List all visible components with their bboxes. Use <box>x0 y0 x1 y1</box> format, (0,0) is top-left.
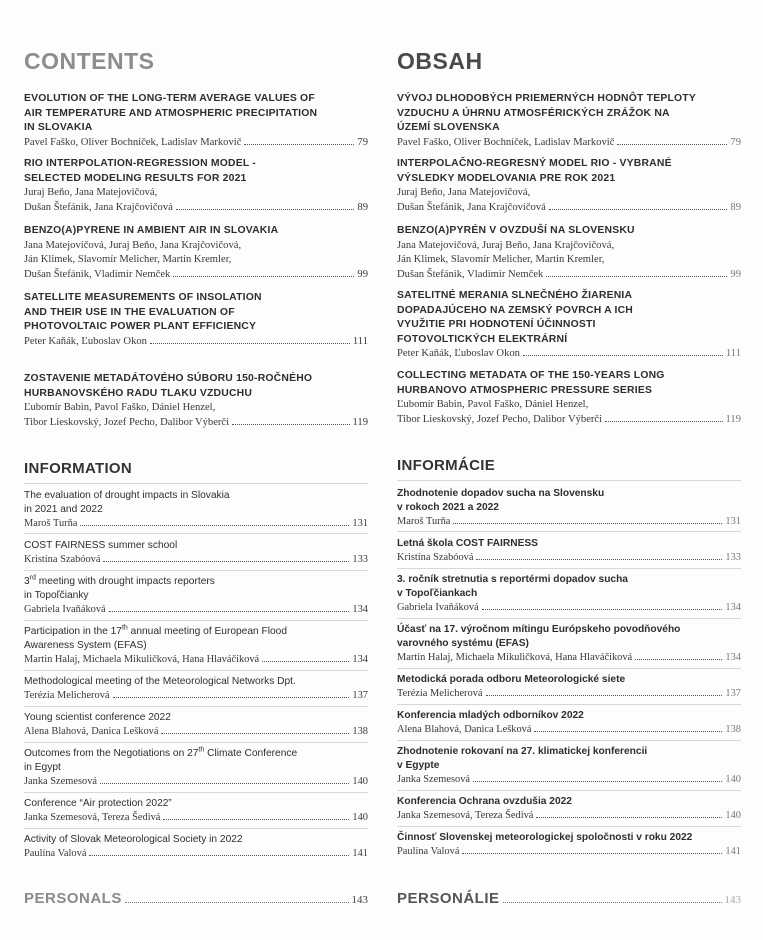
info-entry[interactable] <box>24 539 368 567</box>
info-entry-page: 138 <box>725 724 741 735</box>
personals-entry[interactable] <box>24 890 368 907</box>
info-entry-title: Participation in the 17 <box>24 626 122 637</box>
info-entry-page: 137 <box>725 688 741 699</box>
info-entry-title: Zhodnotenie rokovaní na 27. klimatickej konferencii <box>397 746 648 757</box>
info-entry-author: Maroš Turňa <box>397 516 451 527</box>
toc-entry-page: 79 <box>357 136 368 148</box>
contents-column-en <box>24 0 368 940</box>
info-entry-page: 134 <box>352 654 368 665</box>
toc-entry[interactable] <box>397 369 741 427</box>
info-entry-page: 133 <box>352 554 368 565</box>
info-entry-author: Alena Blahová, Danica Lešková <box>397 724 532 735</box>
toc-entry-title: RIO INTERPOLATION-REGRESSION MODEL - SELECTED MODELING RESULTS FOR 2021 <box>24 158 256 184</box>
info-entry-title: annual meeting of European Flood <box>130 626 287 637</box>
info-entry[interactable] <box>24 625 368 667</box>
personals-page: 143 <box>724 894 741 906</box>
personals-page: 143 <box>351 894 368 906</box>
leader-dots <box>103 561 349 562</box>
info-entry-author: Kristína Szabóová <box>24 554 101 565</box>
info-entry-title: Climate Conference <box>207 748 298 759</box>
toc-entry-authors: Ján Klimek, Slavomír Melicher, Martin Kremler, <box>24 254 232 266</box>
entry-divider <box>397 531 741 532</box>
entry-divider <box>24 742 368 743</box>
personals-label: PERSONALS <box>24 890 122 907</box>
toc-entry-title: EVOLUTION OF THE LONG-TERM AVERAGE VALUES OF AIR TEMPERATURE AND ATMOSPHERIC PRECIPITATION IN SLOVAKIA <box>24 93 318 134</box>
info-entry-author: Janka Szemesová, Tereza Šedivá <box>397 810 534 821</box>
entry-divider <box>24 620 368 621</box>
info-entry-author: Alena Blahová, Danica Lešková <box>24 726 159 737</box>
toc-entry-page: 111 <box>725 348 741 360</box>
info-entry-author: Janka Szemesová, Tereza Šedivá <box>24 812 161 823</box>
information-heading: INFORMATION <box>24 460 133 477</box>
entry-divider <box>24 570 368 571</box>
entry-divider <box>24 828 368 829</box>
info-entry-title: Outcomes from the Negotiations on 27 <box>24 748 199 759</box>
leader-dots <box>486 695 723 696</box>
leader-dots <box>476 559 722 560</box>
entry-divider <box>397 618 741 619</box>
toc-entry[interactable] <box>24 157 368 215</box>
info-entry-title: The evaluation of drought impacts in Slovakia <box>24 490 230 501</box>
personals-label: PERSONÁLIE <box>397 890 500 907</box>
info-entry-author: Terézia Melicherová <box>24 690 110 701</box>
toc-entry-page: 119 <box>725 413 741 425</box>
info-entry-title: v Egypte <box>397 760 440 771</box>
info-entry[interactable] <box>24 489 368 531</box>
leader-dots <box>109 611 350 612</box>
info-entry-title: Konferencia Ochrana ovzdušia 2022 <box>397 796 572 807</box>
info-entry-title: Awareness System (EFAS) <box>24 640 147 651</box>
toc-entry[interactable] <box>24 224 368 282</box>
ordinal-suffix: th <box>198 746 205 754</box>
toc-entry[interactable] <box>24 291 368 349</box>
toc-entry-authors: Jana Matejovičová, Juraj Beňo, Jana Krajčovičová, <box>24 239 242 251</box>
info-entry-title: varovného systému (EFAS) <box>397 638 529 649</box>
entry-divider <box>24 670 368 671</box>
leader-dots <box>534 731 722 732</box>
toc-entry[interactable] <box>397 157 741 215</box>
info-entry-page: 138 <box>352 726 368 737</box>
entry-divider <box>397 740 741 741</box>
info-entry[interactable] <box>397 623 741 665</box>
info-entry-title: Účasť na 17. výročnom mítingu Európskeho povodňového <box>397 624 681 635</box>
leader-dots <box>605 421 722 422</box>
toc-entry-authors: Peter Kaňák, Ľuboslav Okon <box>397 348 520 360</box>
section-divider <box>397 480 741 481</box>
info-entry-title: v Topoľčiankach <box>397 588 478 599</box>
entry-divider <box>24 533 368 534</box>
toc-entry-page: 89 <box>357 201 368 213</box>
info-entry[interactable] <box>24 747 368 789</box>
leader-dots <box>163 819 349 820</box>
info-entry-title: COST FAIRNESS summer school <box>24 540 178 551</box>
section-divider <box>24 483 368 484</box>
info-entry-title: Konferencia mladých odborníkov 2022 <box>397 710 584 721</box>
leader-dots <box>80 525 349 526</box>
info-entry-title: Young scientist conference 2022 <box>24 712 171 723</box>
toc-entry-authors: Dušan Štefánik, Vladimír Nemček <box>397 268 544 280</box>
info-entry[interactable] <box>397 487 741 529</box>
leader-dots <box>482 609 723 610</box>
info-entry[interactable] <box>397 831 741 859</box>
leader-dots <box>536 817 722 818</box>
leader-dots <box>523 355 723 356</box>
info-entry[interactable] <box>24 797 368 825</box>
toc-entry-page: 111 <box>352 335 368 347</box>
leader-dots <box>150 343 350 344</box>
leader-dots <box>113 697 350 698</box>
toc-entry-authors: Pavel Faško, Oliver Bochníček, Ladislav Markovič <box>24 136 242 148</box>
info-entry[interactable] <box>397 709 741 737</box>
toc-entry-authors: Dušan Štefánik, Jana Krajčovičová <box>24 201 173 213</box>
toc-entry-authors: Ľubomír Babin, Pavol Faško, Dániel Henzel, <box>397 399 589 411</box>
info-entry-title: Metodická porada odboru Meteorologické siete <box>397 674 626 685</box>
info-entry-author: Janka Szemesová <box>397 774 470 785</box>
toc-entry-authors: Peter Kaňák, Ľuboslav Okon <box>24 335 147 347</box>
info-entry-page: 131 <box>352 518 368 529</box>
info-entry[interactable] <box>397 795 741 823</box>
info-entry-page: 131 <box>725 516 741 527</box>
leader-dots <box>453 523 722 524</box>
info-entry[interactable] <box>397 537 741 565</box>
info-entry-title: Activity of Slovak Meteorological Society in 2022 <box>24 834 243 845</box>
info-entry-title: in Egypt <box>24 762 61 773</box>
toc-entry-title: VÝVOJ DLHODOBÝCH PRIEMERNÝCH HODNÔT TEPLOTY VZDUCHU A ÚHRNU ATMOSFÉRICKÝCH ZRÁŽOK NA ÚZEMÍ SLOVENSKA <box>397 93 696 134</box>
info-entry-title: Činnosť Slovenskej meteorologickej spoločnosti v roku 2022 <box>397 832 693 843</box>
entry-divider <box>397 790 741 791</box>
toc-entry[interactable] <box>24 372 368 430</box>
info-entry-page: 137 <box>352 690 368 701</box>
toc-entry-title: BENZO(A)PYRENE IN AMBIENT AIR IN SLOVAKIA <box>24 225 279 236</box>
info-entry-author: Gabriela Ivaňáková <box>397 602 479 613</box>
leader-dots <box>100 783 349 784</box>
info-entry-author: Kristína Szabóová <box>397 552 474 563</box>
entry-divider <box>397 704 741 705</box>
info-entry-title: v rokoch 2021 a 2022 <box>397 502 499 513</box>
leader-dots <box>503 902 722 903</box>
leader-dots <box>89 855 349 856</box>
info-entry-title: Letná škola COST FAIRNESS <box>397 538 538 549</box>
leader-dots <box>176 209 355 210</box>
toc-entry-page: 99 <box>357 268 368 280</box>
leader-dots <box>125 902 349 903</box>
contents-heading: CONTENTS <box>24 48 155 74</box>
leader-dots <box>262 661 349 662</box>
info-entry-page: 140 <box>352 812 368 823</box>
toc-entry-authors: Dušan Štefánik, Vladimír Nemček <box>24 268 171 280</box>
contents-heading: OBSAH <box>397 48 483 74</box>
toc-entry-title: BENZO(A)PYRÉN V OVZDUŠÍ NA SLOVENSKU <box>397 225 635 236</box>
info-entry[interactable] <box>24 675 368 703</box>
toc-entry-authors: Juraj Beňo, Jana Matejovičová, <box>397 187 531 199</box>
leader-dots <box>462 853 722 854</box>
toc-entry-title: ZOSTAVENIE METADÁTOVÉHO SÚBORU 150-ROČNÉHO HURBANOVSKÉHO RADU TLAKU VZDUCHU <box>24 373 313 399</box>
info-entry-author: Terézia Melicherová <box>397 688 483 699</box>
info-entry[interactable] <box>24 833 368 861</box>
entry-divider <box>397 668 741 669</box>
info-entry-author: Janka Szemesová <box>24 776 97 787</box>
ordinal-suffix: rd <box>29 574 36 582</box>
info-entry-title: Zhodnotenie dopadov sucha na Slovensku <box>397 488 605 499</box>
info-entry-page: 134 <box>725 602 741 613</box>
leader-dots <box>546 276 727 277</box>
toc-entry-title: COLLECTING METADATA OF THE 150-YEARS LONG HURBANOVO ATMOSPHERIC PRESSURE SERIES <box>397 370 665 396</box>
toc-entry-authors: Jana Matejovičová, Juraj Beňo, Jana Krajčovičová, <box>397 239 615 251</box>
info-entry-title: in 2021 and 2022 <box>24 504 103 515</box>
leader-dots <box>473 781 722 782</box>
toc-entry[interactable] <box>24 92 368 150</box>
info-entry-page: 140 <box>725 774 741 785</box>
toc-entry-page: 89 <box>730 201 741 213</box>
info-entry-page: 140 <box>725 810 741 821</box>
info-entry-author: Paulína Valová <box>24 848 87 859</box>
leader-dots <box>635 659 722 660</box>
toc-entry-page: 119 <box>352 416 368 428</box>
leader-dots <box>244 144 354 145</box>
entry-divider <box>24 706 368 707</box>
leader-dots <box>617 144 727 145</box>
info-entry-title: in Topoľčianky <box>24 590 89 601</box>
info-entry-author: Maroš Turňa <box>24 518 78 529</box>
entry-divider <box>24 792 368 793</box>
info-entry[interactable] <box>24 575 368 617</box>
toc-entry-authors: Juraj Beňo, Jana Matejovičová, <box>24 187 158 199</box>
info-entry-number: 3 <box>24 576 30 587</box>
info-entry-page: 140 <box>352 776 368 787</box>
toc-entry-authors: Tibor Lieskovský, Jozef Pecho, Dalibor Výberči <box>24 416 230 428</box>
ordinal-suffix: th <box>121 624 128 632</box>
info-entry-author: Martin Halaj, Michaela Mikuličková, Hana Hlaváčiková <box>24 654 260 665</box>
information-heading: INFORMÁCIE <box>397 457 495 474</box>
info-entry-title: 3. ročník stretnutia s reportérmi dopadov sucha <box>397 574 628 585</box>
toc-entry-authors: Dušan Štefánik, Jana Krajčovičová <box>397 201 546 213</box>
leader-dots <box>173 276 354 277</box>
info-entry-page: 141 <box>352 848 368 859</box>
leader-dots <box>161 733 349 734</box>
entry-divider <box>397 826 741 827</box>
info-entry-page: 133 <box>725 552 741 563</box>
toc-entry-title: SATELITNÉ MERANIA SLNEČNÉHO ŽIARENIA DOPADAJÚCEHO NA ZEMSKÝ POVRCH A ICH VYUŽITIE PRI HODNOTENÍ ÚČINNOSTI FOTOVOLTICKÝCH ELEKTRÁRNÍ <box>397 290 633 345</box>
info-entry[interactable] <box>397 745 741 787</box>
info-entry-page: 134 <box>352 604 368 615</box>
toc-entry-page: 79 <box>730 136 741 148</box>
info-entry-author: Gabriela Ivaňáková <box>24 604 106 615</box>
leader-dots <box>232 424 349 425</box>
leader-dots <box>549 209 728 210</box>
info-entry-title: meeting with drought impacts reporters <box>38 576 215 587</box>
info-entry-page: 134 <box>725 652 741 663</box>
info-entry-author: Paulína Valová <box>397 846 460 857</box>
contents-column-sk <box>397 0 741 940</box>
toc-entry-page: 99 <box>730 268 741 280</box>
info-entry-author: Martin Halaj, Michaela Mikuličková, Hana Hlaváčiková <box>397 652 633 663</box>
toc-entry[interactable] <box>397 92 741 150</box>
toc-entry-title: INTERPOLAČNO-REGRESNÝ MODEL RIO - VYBRANÉ VÝSLEDKY MODELOVANIA PRE ROK 2021 <box>397 158 672 184</box>
info-entry-page: 141 <box>725 846 741 857</box>
info-entry[interactable] <box>24 711 368 739</box>
info-entry-title: Methodological meeting of the Meteorological Networks Dpt. <box>24 676 296 687</box>
info-entry-title: Conference “Air protection 2022” <box>24 798 172 809</box>
toc-entry-authors: Tibor Lieskovský, Jozef Pecho, Dalibor Výberči <box>397 413 603 425</box>
toc-entry[interactable] <box>397 224 741 282</box>
toc-entry[interactable] <box>397 289 741 362</box>
toc-entry-authors: Ján Klimek, Slavomír Melicher, Martin Kremler, <box>397 254 605 266</box>
toc-entry-authors: Pavel Faško, Oliver Bochníček, Ladislav Markovič <box>397 136 615 148</box>
entry-divider <box>397 568 741 569</box>
toc-entry-title: SATELLITE MEASUREMENTS OF INSOLATION AND THEIR USE IN THE EVALUATION OF PHOTOVOLTAIC POWER PLANT EFFICIENCY <box>24 292 262 333</box>
info-entry[interactable] <box>397 573 741 615</box>
toc-entry-authors: Ľubomír Babin, Pavol Faško, Dániel Henzel, <box>24 402 216 414</box>
info-entry[interactable] <box>397 673 741 701</box>
personals-entry[interactable] <box>397 890 741 907</box>
